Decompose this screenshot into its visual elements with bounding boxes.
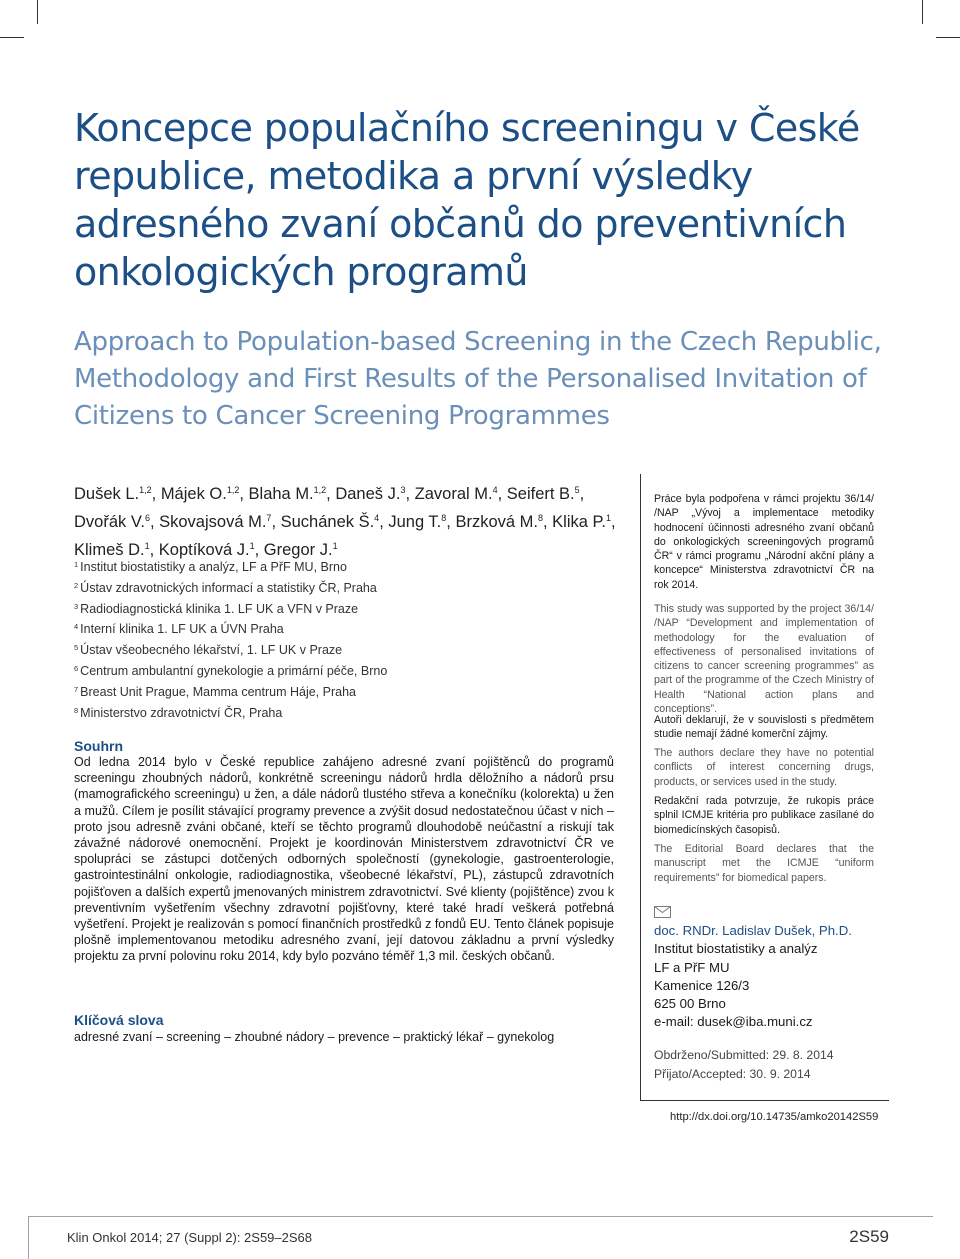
support-note-czech: Práce byla podpořena v rámci projektu 36/14/ /NAP „Vývoj a implementace metodiky hodnocení účinnosti adresného zvaní občanů do onkologických screeningových programů ČR“ v rámci programu „Národní akční plány a koncepce“ Ministerstva zdravotnictví ČR na rok 2014. — [654, 493, 874, 591]
author-affiliation-ref: 1,2 — [313, 485, 327, 495]
affiliation-number: 2 — [74, 580, 79, 590]
affiliation-text: Ústav zdravotnických informací a statistiky ČR, Praha — [80, 580, 377, 595]
author-affiliation-ref: 1 — [249, 541, 255, 551]
conflict-note-czech: Autoři deklarují, že v souvislosti s předmětem studie nemají žádné komerční zájmy. — [654, 714, 874, 741]
affiliation-item — [74, 556, 634, 577]
affiliation-item — [74, 598, 634, 619]
author-affiliation-ref: 1 — [605, 513, 611, 523]
journal-reference: Klin Onkol 2014; 27 (Suppl 2): 2S59–2S68 — [67, 1230, 313, 1245]
affiliation-text: Radiodiagnostická klinika 1. LF UK a VFN v Praze — [80, 601, 359, 616]
author-name: Dvořák V. — [74, 513, 145, 531]
icmje-note-czech: Redakční rada potvrzuje, že rukopis práce splnil ICMJE kritéria pro publikace zasílané do biomedicínských časopisů. — [654, 795, 874, 836]
article-title-czech: Koncepce populačního screeningu v České republice, metodika a první výsledky adresného zvaní občanů do preventivních onkologických programů — [74, 106, 860, 294]
crop-mark-top-right-v — [922, 0, 923, 24]
contact-faculty: LF a PřF MU — [654, 959, 730, 975]
doi-link[interactable]: http://dx.doi.org/10.14735/amko20142S59 — [670, 1111, 879, 1123]
icmje-note-english: The Editorial Board declares that the manuscript met the ICMJE “uniform requirements” for biomedical papers. — [654, 843, 874, 884]
keywords-list: adresné zvaní – screening – zhoubné nádory – prevence – praktický lékař – gynekolog — [74, 1030, 555, 1044]
crop-mark-top-left-h — [0, 37, 24, 38]
affiliation-text: Institut biostatistiky a analýz, LF a PřF MU, Brno — [80, 560, 347, 574]
author-affiliation-ref: 5 — [574, 485, 580, 495]
affiliation-text: Centrum ambulantní gynekologie a primární péče, Brno — [80, 663, 388, 678]
affiliation-item — [74, 577, 634, 598]
affiliation-text: Interní klinika 1. LF UK a ÚVN Praha — [80, 622, 284, 637]
affiliation-number: 1 — [74, 560, 79, 569]
affiliation-item — [74, 660, 634, 681]
contact-institution: Institut biostatistiky a analýz — [654, 941, 818, 957]
crop-mark-top-left-v — [37, 0, 38, 24]
page-number: 2S59 — [849, 1227, 889, 1246]
affiliation-number: 3 — [74, 601, 79, 611]
affiliation-number: 5 — [74, 643, 79, 653]
author-affiliation-ref: 1 — [332, 541, 338, 551]
affiliation-item — [74, 702, 634, 723]
page-footer — [28, 1216, 933, 1259]
author-name: Jung T. — [388, 513, 442, 531]
author-list: Dušek L.$^{1,2}$, Májek O.$^{1,2}$, Blaha M.$^{1,2}$, Daneš J.$^3$, Zavoral M.$^4$, Seifert B.$^5$, Dvořák V.$^6$, Skovajsová M.$^7$, Suchánek Š.$^4$, Jung T.$^8$, Brzková M.$^8$, Klika P.$^1$, Klimeš D.$^1$, Koptíková J.$^1$, Gregor J.$^1$ — [74, 485, 616, 559]
affiliation-number: 8 — [74, 705, 79, 715]
affiliation-text: Ústav všeobecného lékařství, 1. LF UK v Praze — [80, 643, 343, 658]
author-name: Koptíková J. — [158, 541, 250, 559]
affiliation-item — [74, 639, 634, 660]
affiliation-number: 4 — [74, 622, 79, 632]
author-name: Zavoral M. — [414, 485, 493, 503]
contact-email[interactable]: e-mail: dusek@iba.muni.cz — [654, 1014, 813, 1030]
submitted-date: Obdrženo/Submitted: 29. 8. 2014 — [654, 1048, 834, 1062]
affiliation-list — [74, 556, 634, 722]
affiliation-text: Ministerstvo zdravotnictví ČR, Praha — [80, 705, 283, 720]
contact-city: 625 00 Brno — [654, 996, 726, 1012]
author-affiliation-ref: 1 — [144, 541, 150, 551]
author-affiliation-ref: 7 — [266, 513, 272, 523]
affiliation-text: Breast Unit Prague, Mamma centrum Háje, Praha — [80, 684, 356, 699]
author-name: Skovajsová M. — [159, 513, 267, 531]
author-name: Klika P. — [552, 513, 606, 531]
crop-mark-top-right-h — [936, 37, 960, 38]
affiliation-number: 6 — [74, 663, 79, 673]
correspondence-address — [654, 922, 884, 1032]
support-note-english: This study was supported by the project 36/14/ /NAP “Development and implementation of methodology for the evaluation of effectiveness of personalised invitations of citizens to cancer screening programmes” as part of the programme of the Czech Ministry of Health “National action plans and conceptions”. — [654, 603, 874, 716]
keywords-heading: Klíčová slova — [74, 1012, 164, 1028]
author-affiliation-ref: 1,2 — [226, 485, 240, 495]
author-name: Gregor J. — [263, 541, 333, 559]
article-title-english: Approach to Population-based Screening in the Czech Republic, Methodology and First Results of the Personalised Invitation of Citizens to Cancer Screening Programmes — [74, 327, 882, 431]
accepted-date: Přijato/Accepted: 30. 9. 2014 — [654, 1066, 811, 1081]
author-affiliation-ref: 6 — [144, 513, 150, 523]
abstract-heading: Souhrn — [74, 738, 123, 754]
author-name: Daneš J. — [335, 485, 401, 503]
contact-street: Kamenice 126/3 — [654, 977, 750, 993]
author-affiliation-ref: 8 — [441, 513, 447, 523]
author-affiliation-ref: 8 — [537, 513, 543, 523]
author-name: Klimeš D. — [74, 541, 145, 559]
author-affiliation-ref: 4 — [492, 485, 498, 495]
contact-name: doc. RNDr. Ladislav Dušek, Ph.D. — [654, 923, 852, 938]
author-affiliation-ref: 3 — [400, 485, 406, 495]
abstract-body: Od ledna 2014 bylo v České republice zahájeno adresné zvaní pojištěnců do programů screeningu zhoubných nádorů, konkrétně screeningu nádorů hrdla děložního a nádorů prsu (mamografického screeningu) u žen, a dále nádorů tlustého střeva a konečníku (kolorekta) u žen a mužů. Cílem je posílit stávající programy prevence a zvýšit dosud nedostatečnou účast v nich – proto jsou adresně zváni občané, kteří se těchto programů dlouhodobě neúčastní a riskují tak závažné nádorové onemocnění. Projekt je koordinován Ministerstvem zdravotnictví ČR ve spolupráci se zástupci dotčených odborných společností (gynekologie, gastroenterologie, gastrointestinální onkologie, radiodiagnostika, všeobecné lékařství, PL), zástupců zdravotních pojišťoven a dalších expertů jmenovaných ministrem zdravotnictví. Své klienty (pojištěnce) zvou k preventivním vyšetřením všechny zdravotní pojišťovny, které také hradí veškerá potřebná vyšetření. Projekt je realizován s pomocí finančních prostředků z fondů EU. Tento článek popisuje plošně implementovanou metodiku adresného zvaní, její datovou základnu a první výsledky projektu za první polovinu roku 2014, kdy bylo pozváno téměř 1,3 mil. českých občanů. — [74, 755, 614, 964]
envelope-icon — [654, 906, 671, 918]
author-name: Dušek L. — [74, 485, 140, 503]
affiliation-number: 7 — [74, 684, 79, 694]
submission-dates — [654, 1046, 884, 1083]
author-name: Brzková M. — [455, 513, 538, 531]
author-affiliation-ref: 4 — [374, 513, 380, 523]
author-name: Blaha M. — [248, 485, 314, 503]
affiliation-item — [74, 618, 634, 639]
author-name: Seifert B. — [506, 485, 575, 503]
affiliation-item — [74, 681, 634, 702]
conflict-note-english: The authors declare they have no potential conflicts of interest concerning drugs, products, or services used in the study. — [654, 747, 874, 788]
author-name: Suchánek Š. — [280, 513, 375, 531]
author-affiliation-ref: 1,2 — [139, 485, 152, 495]
author-name: Májek O. — [160, 485, 227, 503]
